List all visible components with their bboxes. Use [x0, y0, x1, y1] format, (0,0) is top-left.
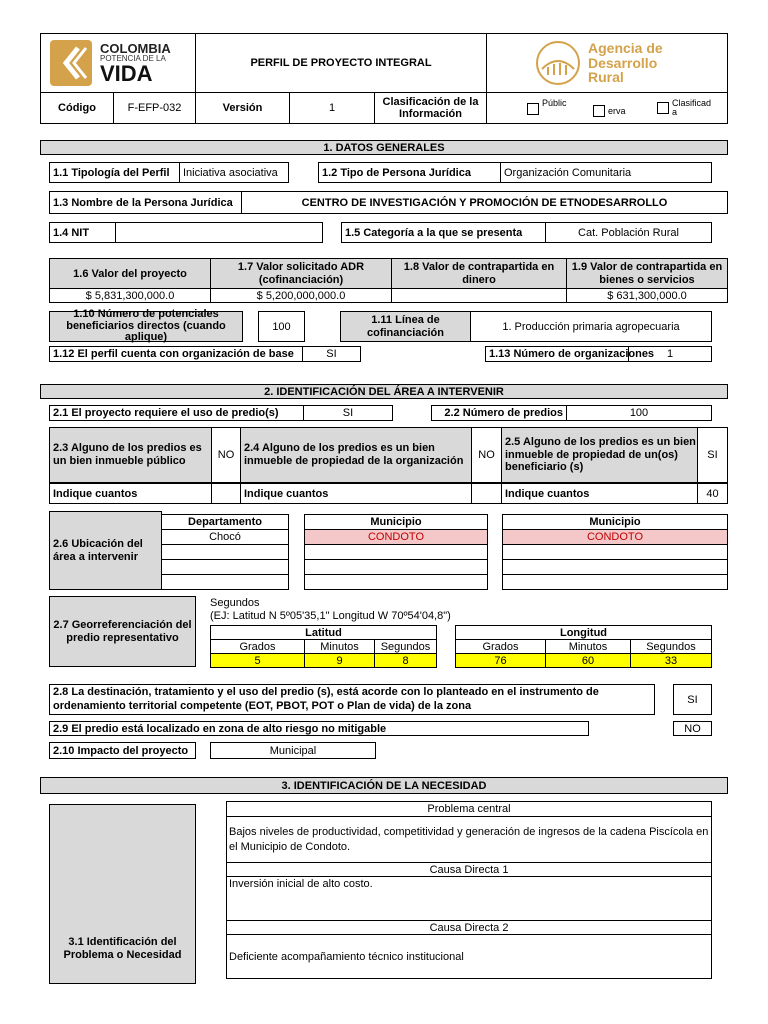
municipio-row3[interactable]: [304, 559, 488, 575]
document-title: PERFIL DE PROYECTO INTEGRAL: [195, 33, 487, 93]
adr-logo: [534, 38, 694, 88]
longitud-header: Longitud: [455, 625, 712, 640]
f1-2-label: 1.2 Tipo de Persona Jurídica: [318, 162, 501, 183]
f1-13-value[interactable]: 1: [628, 346, 712, 362]
f2-4-label: 2.4 Alguno de los predios es un bien inmueble de propiedad de la organización: [240, 427, 472, 483]
latitud-header: Latitud: [210, 625, 437, 640]
f2-3-value[interactable]: NO: [211, 427, 241, 483]
departamento-value[interactable]: Chocó: [161, 529, 289, 545]
f1-1-label: 1.1 Tipología del Perfil: [49, 162, 180, 183]
colombia-potencia-logo-mark-icon: [48, 38, 94, 88]
codigo-value: F-EFP-032: [113, 92, 196, 124]
f1-12-value[interactable]: SI: [302, 346, 361, 362]
lat-grados-label: Grados: [210, 639, 305, 654]
municipio2-row2[interactable]: [502, 544, 728, 560]
section1-title: 1. DATOS GENERALES: [40, 140, 728, 155]
f1-9-value[interactable]: $ 631,300,000.0: [566, 288, 728, 303]
indique-cuantos-3-value[interactable]: 40: [697, 483, 728, 504]
version-label: Versión: [195, 92, 290, 124]
f1-6-label: 1.6 Valor del proyecto: [49, 258, 211, 289]
problema-central-value[interactable]: Bajos niveles de productividad, competitividad y generación de ingresos de la cadena Piscícola en el Municipio de Condoto.: [226, 816, 712, 863]
municipio2-row3[interactable]: [502, 559, 728, 575]
f1-1-value[interactable]: Iniciativa asociativa: [179, 162, 289, 183]
lat-segundos-value[interactable]: 8: [374, 653, 437, 668]
f1-8-value[interactable]: [391, 288, 567, 303]
f2-1-value[interactable]: SI: [303, 405, 393, 421]
lat-minutos-value[interactable]: 9: [304, 653, 375, 668]
f1-4-label: 1.4 NIT: [49, 222, 116, 243]
adr-line1: Agencia de: [588, 39, 663, 56]
f1-8-label: 1.8 Valor de contrapartida en dinero: [391, 258, 567, 289]
checkbox-clasificada-label: Clasificad a: [672, 98, 712, 117]
departamento-row4[interactable]: [161, 574, 289, 590]
municipio2-value[interactable]: CONDOTO: [502, 529, 728, 545]
checkbox-reservada-label: erva: [608, 106, 626, 116]
lat-segundos-label: Segundos: [374, 639, 437, 654]
f1-5-value[interactable]: Cat. Población Rural: [545, 222, 712, 243]
f2-5-value[interactable]: SI: [697, 427, 728, 483]
checkbox-reservada[interactable]: [593, 105, 626, 117]
lon-minutos-value[interactable]: 60: [545, 653, 631, 668]
f2-8-value[interactable]: SI: [673, 684, 712, 715]
f1-3-label: 1.3 Nombre de la Persona Jurídica: [49, 191, 242, 214]
f1-3-value[interactable]: CENTRO DE INVESTIGACIÓN Y PROMOCIÓN DE ETNODESARROLLO: [241, 191, 728, 214]
f2-10-value[interactable]: Municipal: [210, 742, 376, 759]
colombia-logo: [48, 38, 188, 88]
lat-grados-value[interactable]: 5: [210, 653, 305, 668]
checkbox-clasificada-box[interactable]: [657, 102, 669, 114]
f2-7-label: 2.7 Georreferenciación del predio representativo: [49, 596, 196, 667]
georef-note2: (EJ: Latitud N 5º05'35,1" Longitud W 70º54'04,8"): [210, 610, 451, 622]
f1-11-label: 1.11 Línea de cofinanciación: [340, 311, 471, 342]
causa2-value[interactable]: Deficiente acompañamiento técnico institucional: [226, 934, 712, 979]
checkbox-reservada-box[interactable]: [593, 105, 605, 117]
municipio2-header: Municipio: [502, 514, 728, 530]
indique-cuantos-2-value[interactable]: [471, 483, 502, 504]
municipio-row4[interactable]: [304, 574, 488, 590]
section2-title: 2. IDENTIFICACIÓN DEL ÁREA A INTERVENIR: [40, 384, 728, 399]
indique-cuantos-2-label: Indique cuantos: [240, 483, 472, 504]
logo-line1: COLOMBIA: [100, 40, 171, 56]
checkbox-publica[interactable]: [527, 98, 567, 115]
lon-segundos-label: Segundos: [630, 639, 712, 654]
clasificacion-options: [486, 92, 728, 124]
f1-7-value[interactable]: $ 5,200,000,000.0: [210, 288, 392, 303]
adr-line2: Desarrollo: [588, 54, 658, 71]
f1-4-value[interactable]: [115, 222, 323, 243]
f1-5-label: 1.5 Categoría a la que se presenta: [341, 222, 546, 243]
indique-cuantos-1-value[interactable]: [211, 483, 241, 504]
clasificacion-label: Clasificación de la Información: [374, 92, 487, 124]
lon-segundos-value[interactable]: 33: [630, 653, 712, 668]
f1-12-label: 1.12 El perfil cuenta con organización de base: [49, 346, 303, 362]
f1-6-value[interactable]: $ 5,831,300,000.0: [49, 288, 211, 303]
departamento-row2[interactable]: [161, 544, 289, 560]
f2-5-label: 2.5 Alguno de los predios es un bien inmueble de propiedad de un(os) beneficiario (s): [501, 427, 698, 483]
indique-cuantos-3-label: Indique cuantos: [501, 483, 698, 504]
municipio-header: Municipio: [304, 514, 488, 530]
f1-9-label: 1.9 Valor de contrapartida en bienes o servicios: [566, 258, 728, 289]
problema-central-header: Problema central: [226, 801, 712, 817]
municipio-value[interactable]: CONDOTO: [304, 529, 488, 545]
checkbox-publica-box[interactable]: [527, 103, 539, 115]
section3-title: 3. IDENTIFICACIÓN DE LA NECESIDAD: [40, 777, 728, 794]
f2-1-label: 2.1 El proyecto requiere el uso de predio(s): [49, 405, 304, 421]
adr-line3: Rural: [588, 69, 624, 86]
f2-9-value[interactable]: NO: [673, 721, 712, 736]
checkbox-clasificada[interactable]: [657, 99, 714, 117]
logo-line3: VIDA: [100, 60, 153, 86]
f2-2-label: 2.2 Número de predios: [431, 405, 567, 421]
lon-grados-label: Grados: [455, 639, 546, 654]
checkbox-publica-label: Públic: [542, 98, 567, 108]
f1-13-label: 1.13 Número de organizaciones: [485, 346, 629, 362]
f1-7-label: 1.7 Valor solicitado ADR (cofinanciación): [210, 258, 392, 289]
f1-10-value[interactable]: 100: [258, 311, 305, 342]
logo-line2: POTENCIA DE LA: [100, 53, 166, 63]
f2-4-value[interactable]: NO: [471, 427, 502, 483]
causa1-header: Causa Directa 1: [226, 862, 712, 877]
f2-9-label: 2.9 El predio está localizado en zona de alto riesgo no mitigable: [49, 721, 589, 736]
f2-2-value[interactable]: 100: [566, 405, 712, 421]
departamento-header: Departamento: [161, 514, 289, 530]
lon-minutos-label: Minutos: [545, 639, 631, 654]
municipio2-row4[interactable]: [502, 574, 728, 590]
f1-11-value[interactable]: 1. Producción primaria agropecuaria: [470, 311, 712, 342]
f1-10-label: 1.10 Número de potenciales beneficiarios directos (cuando aplique): [49, 311, 243, 342]
f2-3-label: 2.3 Alguno de los predios es un bien inmueble público: [49, 427, 212, 483]
causa1-value[interactable]: Inversión inicial de alto costo.: [226, 876, 712, 921]
f1-2-value[interactable]: Organización Comunitaria: [500, 162, 712, 183]
version-value: 1: [289, 92, 375, 124]
georef-note1: Segundos: [210, 597, 260, 609]
f2-10-label: 2.10 Impacto del proyecto: [49, 742, 196, 759]
lat-minutos-label: Minutos: [304, 639, 375, 654]
lon-grados-value[interactable]: 76: [455, 653, 546, 668]
codigo-label: Código: [40, 92, 114, 124]
adr-logo-mark-icon: [534, 39, 582, 87]
causa2-header: Causa Directa 2: [226, 920, 712, 935]
indique-cuantos-1-label: Indique cuantos: [49, 483, 212, 504]
municipio-row2[interactable]: [304, 544, 488, 560]
departamento-row3[interactable]: [161, 559, 289, 575]
f2-6-label: 2.6 Ubicación del área a intervenir: [49, 511, 162, 590]
f2-8-label: 2.8 La destinación, tratamiento y el uso del predio (s), está acorde con lo planteado en el instrumento de ordenamiento territorial competente (EOT, PBOT, POT o Plan de vida) de la zona: [49, 684, 655, 715]
f3-1-label: 3.1 Identificación del Problema o Necesidad: [63, 936, 182, 962]
